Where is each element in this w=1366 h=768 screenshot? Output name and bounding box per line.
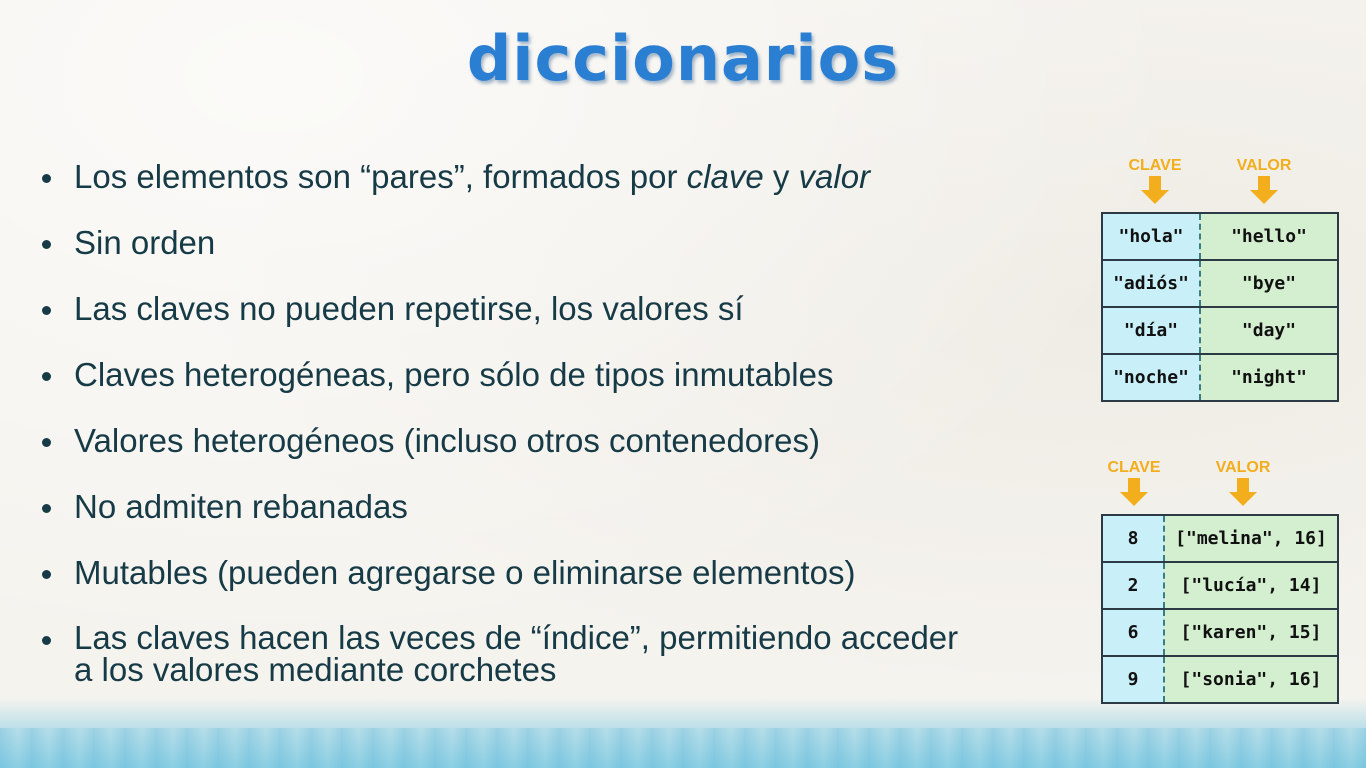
bullet-item bbox=[40, 292, 1060, 358]
table1-key-label: CLAVE bbox=[1128, 157, 1182, 174]
bullet-text: Mutables (pueden agregarse o eliminarse elementos) bbox=[74, 554, 856, 591]
table-row bbox=[1102, 656, 1338, 703]
bullet-dot-icon bbox=[42, 240, 51, 249]
value-cell: ["sonia", 16] bbox=[1164, 656, 1338, 703]
table-row bbox=[1102, 515, 1338, 562]
key-cell: 6 bbox=[1102, 609, 1164, 656]
bullet-dot-icon bbox=[42, 636, 51, 645]
bullet-dot-icon bbox=[42, 438, 51, 447]
value-cell: "day" bbox=[1200, 307, 1338, 354]
bullet-dot-icon bbox=[42, 372, 51, 381]
arrow-down-icon bbox=[1141, 190, 1169, 204]
bullet-text: Las claves no pueden repetirse, los valores sí bbox=[74, 290, 744, 327]
watercolor-texture bbox=[0, 728, 1366, 768]
bullet-item bbox=[40, 424, 1060, 490]
bullet-item bbox=[40, 160, 1060, 226]
bullet-item bbox=[40, 358, 1060, 424]
table-row bbox=[1102, 609, 1338, 656]
value-cell: ["lucía", 14] bbox=[1164, 562, 1338, 609]
table-row bbox=[1102, 354, 1338, 401]
slide-title: diccionarios bbox=[466, 22, 900, 95]
key-cell: "adiós" bbox=[1102, 260, 1200, 307]
table2-value-label: VALOR bbox=[1215, 459, 1271, 476]
bullet-item bbox=[40, 226, 1060, 292]
value-cell: "night" bbox=[1200, 354, 1338, 401]
key-cell: 8 bbox=[1102, 515, 1164, 562]
bullet-dot-icon bbox=[42, 570, 51, 579]
bullet-text: Los elementos son “pares”, formados por clave y valor bbox=[74, 158, 871, 195]
value-cell: "hello" bbox=[1200, 213, 1338, 260]
value-cell: ["melina", 16] bbox=[1164, 515, 1338, 562]
bullet-text: Valores heterogéneos (incluso otros contenedores) bbox=[74, 422, 820, 459]
key-cell: "hola" bbox=[1102, 213, 1200, 260]
value-cell: "bye" bbox=[1200, 260, 1338, 307]
arrow-down-icon bbox=[1250, 190, 1278, 204]
table-row bbox=[1102, 213, 1338, 260]
value-cell: ["karen", 15] bbox=[1164, 609, 1338, 656]
bullet-dot-icon bbox=[42, 504, 51, 513]
arrow-down-icon bbox=[1120, 492, 1148, 506]
bullet-text: Sin orden bbox=[74, 224, 216, 261]
key-cell: 9 bbox=[1102, 656, 1164, 703]
bullet-dot-icon bbox=[42, 174, 51, 183]
arrow-down-icon bbox=[1229, 492, 1257, 506]
dictionary-table-1 bbox=[1101, 212, 1339, 402]
bullet-item bbox=[40, 490, 1060, 556]
table1-value-label: VALOR bbox=[1236, 157, 1292, 174]
bullet-text: Claves heterogéneas, pero sólo de tipos inmutables bbox=[74, 356, 834, 393]
bullet-item bbox=[40, 619, 1060, 702]
bullet-text: No admiten rebanadas bbox=[74, 488, 408, 525]
bullet-item bbox=[40, 556, 1060, 622]
dictionary-table-2 bbox=[1101, 514, 1339, 704]
key-cell: 2 bbox=[1102, 562, 1164, 609]
key-cell: "día" bbox=[1102, 307, 1200, 354]
table-row bbox=[1102, 562, 1338, 609]
table2-key-label: CLAVE bbox=[1107, 459, 1161, 476]
bullet-list bbox=[40, 150, 1060, 692]
bullet-text: Las claves hacen las veces de “índice”, permitiendo acceder a los valores mediante corchetes bbox=[74, 619, 959, 688]
table-row bbox=[1102, 260, 1338, 307]
table-row bbox=[1102, 307, 1338, 354]
bullet-dot-icon bbox=[42, 306, 51, 315]
key-cell: "noche" bbox=[1102, 354, 1200, 401]
